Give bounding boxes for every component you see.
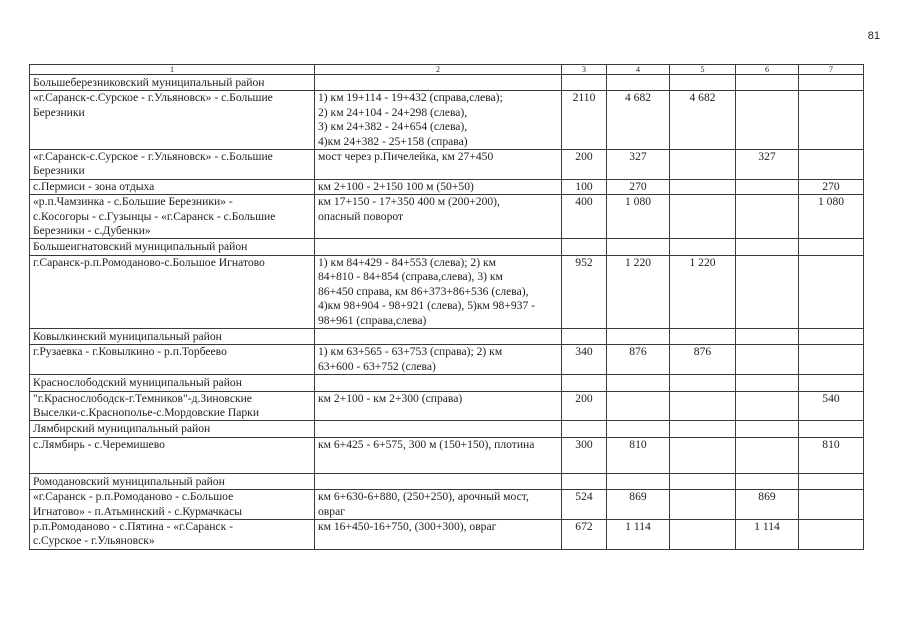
value-cell-6	[736, 490, 799, 520]
location-cell-text: мост через р.Пичелейка, км 27+450	[318, 150, 494, 164]
value-cell-7	[799, 490, 864, 520]
value-cell-4-text: 1 080	[624, 195, 652, 209]
empty-cell	[607, 375, 670, 391]
table-row	[30, 195, 864, 239]
table-row	[30, 150, 864, 180]
column-number-1-text: 1	[170, 65, 174, 74]
road-name-cell-text: с.Пермиси - зона отдыха	[33, 179, 155, 193]
value-cell-7-text: 810	[822, 437, 840, 451]
value-cell-7-text: 270	[822, 179, 840, 193]
value-cell-3	[562, 195, 607, 239]
road-name-cell	[30, 195, 315, 239]
table-row	[30, 179, 864, 194]
empty-cell	[607, 421, 670, 437]
value-cell-4	[607, 490, 670, 520]
road-name-cell-text: г.Саранск-р.п.Ромоданово-с.Большое Игнатово	[33, 255, 265, 269]
column-number-3	[562, 65, 607, 75]
district-row	[30, 421, 864, 437]
empty-cell	[736, 421, 799, 437]
road-name-cell-text: с.Лямбирь - с.Черемишево	[33, 437, 165, 451]
district-row	[30, 473, 864, 489]
district-name-text: Лямбирский муниципальный район	[33, 422, 211, 436]
column-number-5	[670, 65, 736, 75]
empty-cell	[670, 421, 736, 437]
road-name-cell-text: "г.Краснослободск-г.Темников"-д.Зиновские Выселки-с.Краснополье-с.Мордовские Парки	[33, 391, 260, 419]
location-cell	[315, 179, 562, 194]
empty-cell	[670, 375, 736, 391]
value-cell-3	[562, 437, 607, 473]
value-cell-5	[670, 91, 736, 150]
value-cell-4	[607, 179, 670, 194]
column-number-7-text: 7	[829, 65, 833, 74]
value-cell-3	[562, 255, 607, 328]
district-name	[30, 421, 315, 437]
table-row	[30, 490, 864, 520]
value-cell-3-text: 952	[575, 255, 593, 269]
road-sections-table	[29, 64, 864, 550]
value-cell-3	[562, 490, 607, 520]
value-cell-7	[799, 345, 864, 375]
value-cell-4	[607, 150, 670, 180]
value-cell-5	[670, 195, 736, 239]
value-cell-7	[799, 179, 864, 194]
district-row	[30, 239, 864, 255]
location-cell-text: км 2+100 - км 2+300 (справа)	[318, 391, 463, 405]
value-cell-4	[607, 195, 670, 239]
column-number-4-text: 4	[636, 65, 640, 74]
road-name-cell	[30, 519, 315, 549]
value-cell-7	[799, 150, 864, 180]
value-cell-6	[736, 437, 799, 473]
location-cell-text: 1) км 84+429 - 84+553 (слева); 2) км 84+810 - 84+854 (справа,слева), 3) км 86+450 справа, км 86+373+86+536 (слева), 4)км 98+904 - 98+921 (слева), 5)км 98+937 - 98+961 (справа,слева)	[318, 255, 535, 327]
value-cell-5	[670, 255, 736, 328]
road-name-cell	[30, 255, 315, 328]
column-number-2	[315, 65, 562, 75]
column-number-1	[30, 65, 315, 75]
empty-cell	[670, 473, 736, 489]
value-cell-5	[670, 391, 736, 421]
empty-cell	[736, 375, 799, 391]
road-name-cell-text: «г.Саранск - р.п.Ромоданово - с.Большое Игнатово» - п.Атьминский - с.Курмачкасы	[33, 490, 243, 518]
location-cell	[315, 195, 562, 239]
district-row	[30, 375, 864, 391]
value-cell-7	[799, 391, 864, 421]
location-cell	[315, 490, 562, 520]
road-name-cell-text: «р.п.Чамзинка - с.Большие Березники» - с.Косогоры - с.Гузынцы - «г.Саранск - с.Большие Березники - с.Дубенки»	[33, 195, 276, 238]
value-cell-5-text: 4 682	[689, 91, 716, 105]
location-cell-text: км 17+150 - 17+350 400 м (200+200), опасный поворот	[318, 195, 500, 223]
value-cell-7	[799, 437, 864, 473]
location-cell-text: 1) км 19+114 - 19+432 (справа,слева); 2) км 24+104 - 24+298 (слева), 3) км 24+382 - 24+654 (слева), 4)км 24+382 - 25+158 (справа)	[318, 91, 503, 148]
road-name-cell	[30, 179, 315, 194]
value-cell-4-text: 876	[629, 345, 647, 359]
empty-cell	[562, 328, 607, 344]
empty-cell	[799, 473, 864, 489]
road-name-cell	[30, 345, 315, 375]
value-cell-6	[736, 519, 799, 549]
value-cell-6	[736, 391, 799, 421]
value-cell-6	[736, 345, 799, 375]
empty-cell	[607, 473, 670, 489]
value-cell-4-text: 1 220	[624, 255, 652, 269]
table-row	[30, 255, 864, 328]
empty-cell	[736, 75, 799, 91]
value-cell-5	[670, 437, 736, 473]
district-name	[30, 239, 315, 255]
column-number-7	[799, 65, 864, 75]
location-cell	[315, 255, 562, 328]
value-cell-5-text: 876	[693, 345, 712, 359]
value-cell-7	[799, 195, 864, 239]
empty-cell	[562, 375, 607, 391]
location-cell	[315, 345, 562, 375]
page-number: 81	[867, 30, 880, 42]
road-name-cell	[30, 437, 315, 473]
district-name-text: Краснослободский муниципальный район	[33, 376, 242, 390]
value-cell-5	[670, 519, 736, 549]
value-cell-3-text: 100	[575, 179, 593, 193]
district-name-text: Ковылкинский муниципальный район	[33, 329, 222, 343]
value-cell-3-text: 340	[575, 345, 593, 359]
column-number-row	[30, 65, 864, 75]
value-cell-6	[736, 255, 799, 328]
road-name-cell-text: «г.Саранск-с.Сурское - г.Ульяновск» - с.Большие Березники	[33, 91, 273, 119]
district-name	[30, 473, 315, 489]
road-name-cell	[30, 391, 315, 421]
value-cell-3-text: 672	[575, 519, 593, 533]
empty-cell	[315, 328, 562, 344]
column-number-5-text: 5	[700, 65, 705, 74]
empty-cell	[315, 239, 562, 255]
value-cell-5-text: 1 220	[689, 255, 716, 269]
value-cell-3	[562, 345, 607, 375]
value-cell-3-text: 400	[575, 195, 593, 209]
road-name-cell-text: р.п.Ромоданово - с.Пятина - «г.Саранск - с.Сурское - г.Ульяновск»	[33, 519, 233, 548]
location-cell	[315, 391, 562, 421]
value-cell-4-text: 327	[629, 150, 647, 164]
value-cell-7-text: 1 080	[817, 195, 845, 209]
empty-cell	[607, 328, 670, 344]
column-number-6	[736, 65, 799, 75]
location-cell-text: км 6+425 - 6+575, 300 м (150+150), плотина	[318, 437, 535, 451]
value-cell-4-text: 270	[629, 179, 647, 193]
empty-cell	[799, 421, 864, 437]
value-cell-3	[562, 91, 607, 150]
road-name-cell	[30, 150, 315, 180]
empty-cell	[799, 375, 864, 391]
road-name-cell-text: г.Рузаевка - г.Ковылкино - р.п.Торбеево	[33, 345, 227, 359]
value-cell-7	[799, 519, 864, 549]
value-cell-6-text: 869	[758, 490, 776, 504]
value-cell-6	[736, 179, 799, 194]
location-cell	[315, 150, 562, 180]
value-cell-3-text: 200	[575, 391, 593, 405]
value-cell-4-text: 1 114	[625, 519, 651, 533]
value-cell-7	[799, 255, 864, 328]
column-number-3-text: 3	[582, 65, 586, 74]
value-cell-6	[736, 150, 799, 180]
empty-cell	[562, 421, 607, 437]
empty-cell	[736, 239, 799, 255]
value-cell-4	[607, 391, 670, 421]
value-cell-3	[562, 391, 607, 421]
value-cell-3	[562, 519, 607, 549]
empty-cell	[315, 375, 562, 391]
value-cell-4	[607, 519, 670, 549]
empty-cell	[607, 239, 670, 255]
value-cell-6-text: 1 114	[754, 519, 780, 533]
location-cell	[315, 519, 562, 549]
value-cell-4-text: 810	[629, 437, 647, 451]
empty-cell	[736, 328, 799, 344]
value-cell-5	[670, 150, 736, 180]
table-row	[30, 91, 864, 150]
empty-cell	[736, 473, 799, 489]
value-cell-3	[562, 179, 607, 194]
empty-cell	[670, 239, 736, 255]
value-cell-7	[799, 91, 864, 150]
location-cell-text: км 6+630-6+880, (250+250), арочный мост, овраг	[318, 490, 529, 518]
road-name-cell	[30, 91, 315, 150]
empty-cell	[670, 328, 736, 344]
location-cell	[315, 437, 562, 473]
district-name	[30, 375, 315, 391]
value-cell-6	[736, 91, 799, 150]
empty-cell	[799, 75, 864, 91]
value-cell-5	[670, 490, 736, 520]
district-row	[30, 328, 864, 344]
district-name	[30, 75, 315, 91]
empty-cell	[562, 239, 607, 255]
value-cell-4-text: 869	[629, 490, 647, 504]
value-cell-4	[607, 255, 670, 328]
empty-cell	[315, 421, 562, 437]
district-name-text: Ромодановский муниципальный район	[33, 474, 225, 488]
value-cell-5	[670, 179, 736, 194]
value-cell-3	[562, 150, 607, 180]
value-cell-7-text: 540	[822, 391, 840, 405]
value-cell-4	[607, 91, 670, 150]
column-number-2-text: 2	[436, 65, 440, 74]
value-cell-4	[607, 437, 670, 473]
empty-cell	[670, 75, 736, 91]
road-name-cell-text: «г.Саранск-с.Сурское - г.Ульяновск» - с.Большие Березники	[33, 150, 273, 178]
value-cell-4-text: 4 682	[624, 91, 652, 105]
empty-cell	[315, 473, 562, 489]
value-cell-3-text: 200	[575, 150, 593, 164]
value-cell-6	[736, 195, 799, 239]
location-cell-text: км 16+450-16+750, (300+300), овраг	[318, 519, 497, 533]
empty-cell	[799, 239, 864, 255]
district-name-text: Большеберезниковский муниципальный район	[33, 76, 265, 89]
empty-cell	[607, 75, 670, 91]
location-cell-text: 1) км 63+565 - 63+753 (справа); 2) км 63+600 - 63+752 (слева)	[318, 345, 503, 373]
empty-cell	[799, 328, 864, 344]
district-name	[30, 328, 315, 344]
table-row	[30, 391, 864, 421]
column-number-4	[607, 65, 670, 75]
value-cell-3-text: 524	[575, 490, 593, 504]
district-row	[30, 75, 864, 91]
table-row	[30, 519, 864, 549]
table-row	[30, 345, 864, 375]
value-cell-4	[607, 345, 670, 375]
value-cell-3-text: 300	[575, 437, 593, 451]
location-cell	[315, 91, 562, 150]
district-name-text: Большеигнатовский муниципальный район	[33, 240, 248, 254]
empty-cell	[562, 473, 607, 489]
value-cell-6-text: 327	[758, 150, 776, 164]
road-name-cell	[30, 490, 315, 520]
value-cell-3-text: 2110	[572, 91, 596, 105]
value-cell-5	[670, 345, 736, 375]
table-row	[30, 437, 864, 473]
column-number-6-text: 6	[765, 65, 769, 74]
location-cell-text: км 2+100 - 2+150 100 м (50+50)	[318, 179, 474, 193]
empty-cell	[315, 75, 562, 91]
empty-cell	[562, 75, 607, 91]
